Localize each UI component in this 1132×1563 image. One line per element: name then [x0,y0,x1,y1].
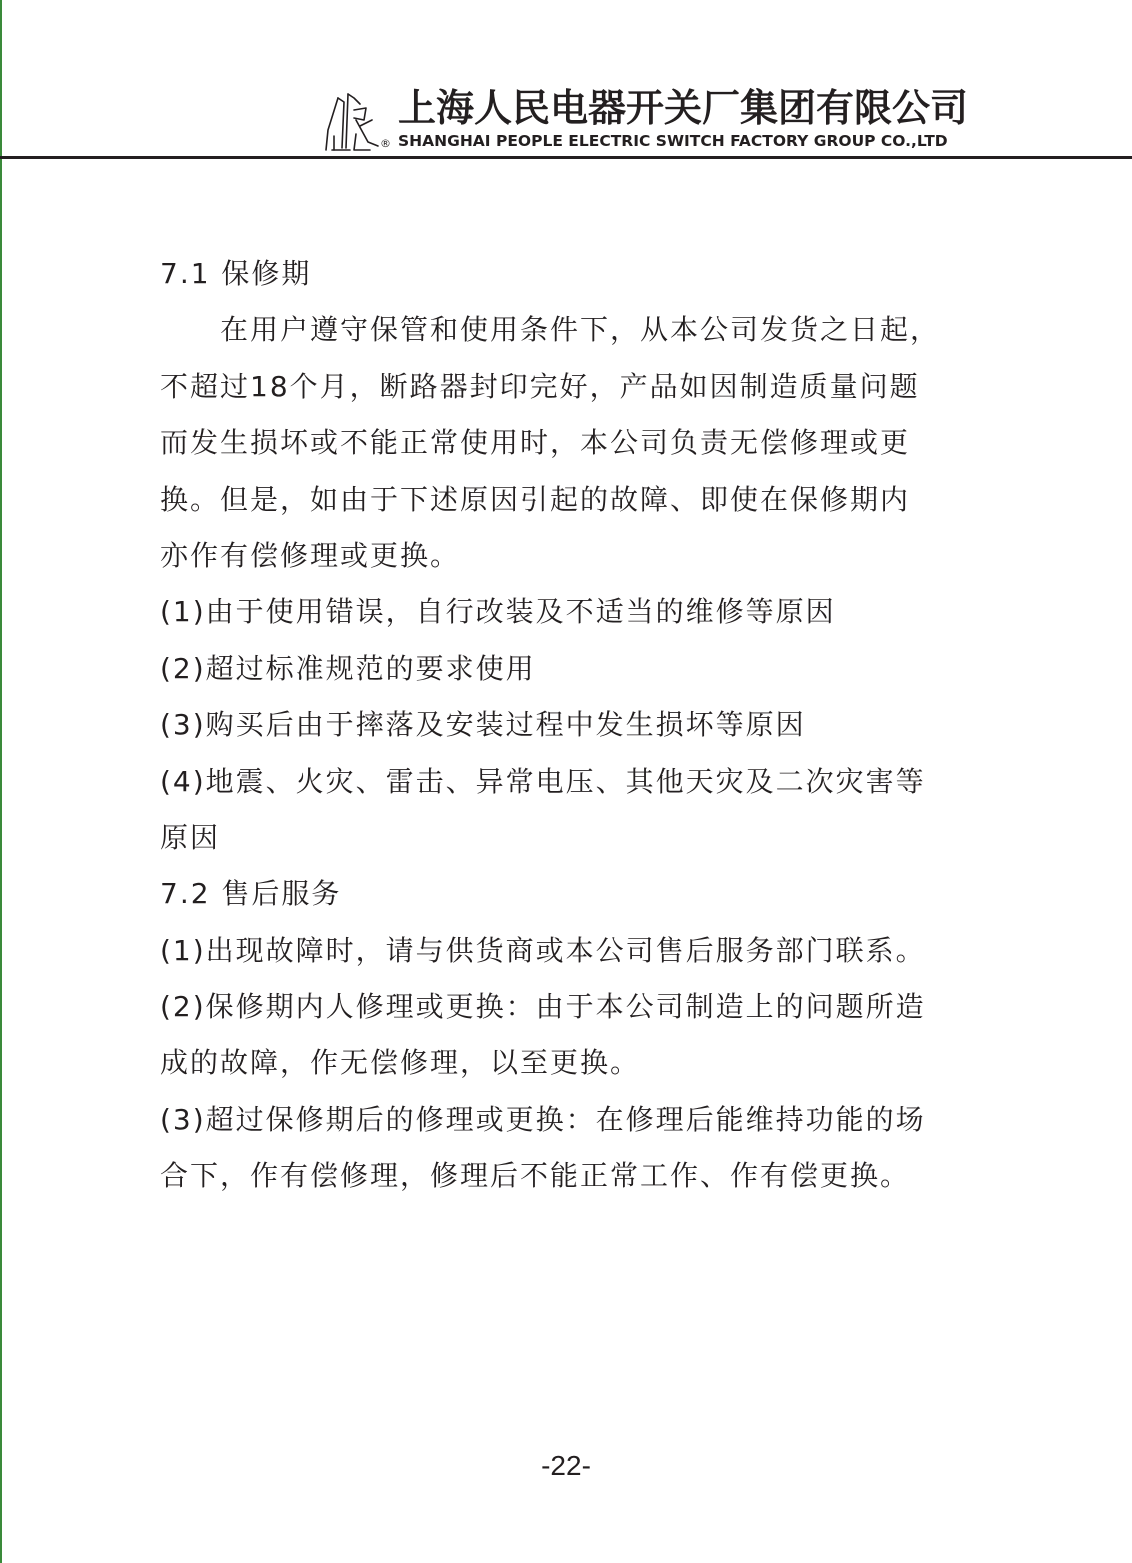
left-margin-line [0,0,2,1563]
header-divider [0,156,1132,159]
list-item-continuation: 原因 [160,820,221,854]
list-item: (3)超过保修期后的修理或更换：在修理后能维持功能的场 [160,1102,926,1136]
list-item: (2)保修期内人修理或更换：由于本公司制造上的问题所造 [160,990,926,1024]
paragraph-line: 而发生损坏或不能正常使用时，本公司负责无偿修理或更 [160,426,911,460]
list-item-continuation: 合下，作有偿修理，修理后不能正常工作、作有偿更换。 [160,1159,911,1193]
company-logo-icon [320,90,382,154]
section-heading-after-sales: 7.2 售后服务 [160,877,342,911]
company-name-chinese: 上海人民电器开关厂集团有限公司 [398,86,969,130]
paragraph-line: 不超过18个月，断路器封印完好，产品如因制造质量问题 [160,369,920,403]
paragraph-line: 在用户遵守保管和使用条件下，从本公司发货之日起， [220,313,941,347]
list-item: (4)地震、火灾、雷击、异常电压、其他天灾及二次灾害等 [160,764,926,798]
section-heading-warranty-period: 7.1 保修期 [160,257,312,290]
paragraph-line: 亦作有偿修理或更换。 [160,538,461,572]
page-header [0,0,1132,162]
paragraph-line: 换。但是，如由于下述原因引起的故障、即使在保修期内 [160,482,911,516]
page-number: -22- [541,1450,591,1481]
list-item: (2)超过标准规范的要求使用 [160,651,536,685]
list-item: (1)出现故障时，请与供货商或本公司售后服务部门联系。 [160,933,926,967]
list-item-continuation: 成的故障，作无偿修理，以至更换。 [160,1046,641,1080]
warranty-content [160,246,1000,1205]
company-name-english: SHANGHAI PEOPLE ELECTRIC SWITCH FACTORY GROUP CO.,LTD [398,132,948,150]
list-item: (1)由于使用错误，自行改装及不适当的维修等原因 [160,595,836,629]
registered-trademark: ® [380,137,391,150]
list-item: (3)购买后由于摔落及安装过程中发生损坏等原因 [160,708,806,742]
